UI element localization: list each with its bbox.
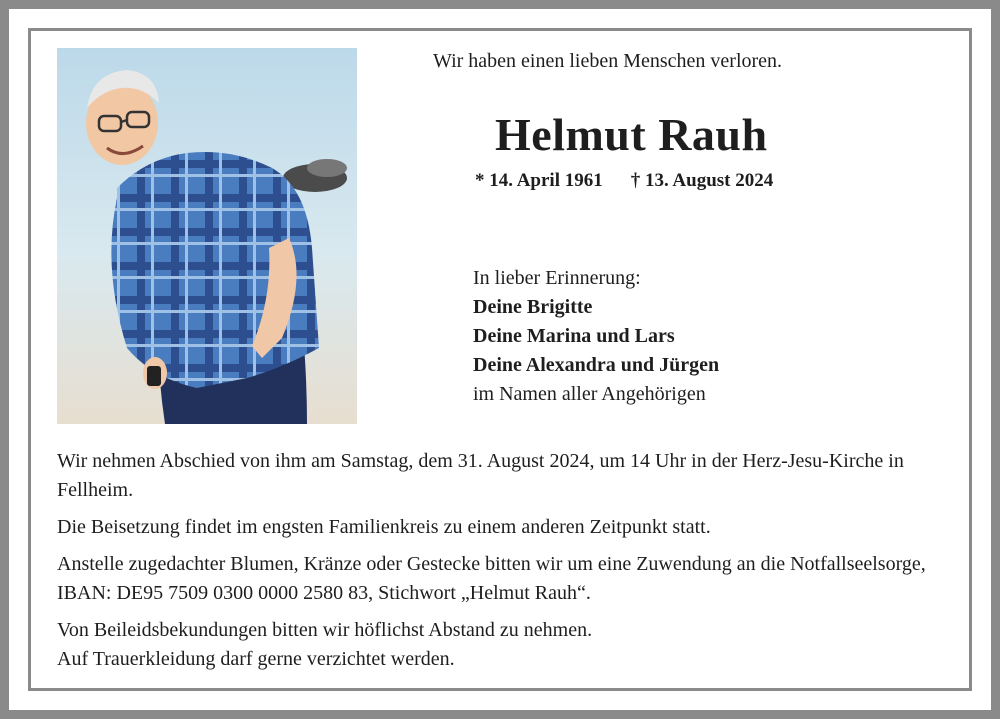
life-dates — [475, 170, 773, 192]
signoff-heading: In lieber Erinnerung: — [473, 267, 641, 289]
signoff-closing: im Namen aller Angehörigen — [473, 383, 706, 405]
mourner-name: Deine Brigitte — [473, 296, 593, 318]
dress-paragraph: Auf Trauerkleidung darf gerne verzichtet werden. — [57, 648, 455, 670]
ceremony-paragraph: Wir nehmen Abschied von ihm am Samstag, dem 31. August 2024, um 14 Uhr in der Herz-Jesu-Kirche in Fellheim. — [57, 450, 904, 501]
mourner-name: Deine Marina und Lars — [473, 325, 675, 347]
mourner-name: Deine Alexandra und Jürgen — [473, 354, 720, 376]
portrait-photo — [57, 48, 357, 424]
death-date: † 13. August 2024 — [630, 170, 774, 191]
birth-date: * 14. April 1961 — [475, 170, 603, 191]
deceased-name: Helmut Rauh — [495, 109, 768, 160]
intro-line: Wir haben einen lieben Menschen verloren. — [433, 50, 783, 72]
announcement-body — [57, 447, 947, 674]
donation-paragraph: Anstelle zugedachter Blumen, Kränze oder Gestecke bitten wir um eine Zuwendung an die Notfallseelsorge, IBAN: DE95 7509 0300 0000 2580 83, Stichwort „Helmut Rauh“. — [57, 553, 926, 604]
condolence-paragraph: Von Beileidsbekundungen bitten wir höflichst Abstand zu nehmen. — [57, 619, 593, 641]
signoff-block — [473, 264, 953, 409]
burial-paragraph: Die Beisetzung findet im engsten Familienkreis zu einem anderen Zeitpunkt statt. — [57, 516, 711, 538]
